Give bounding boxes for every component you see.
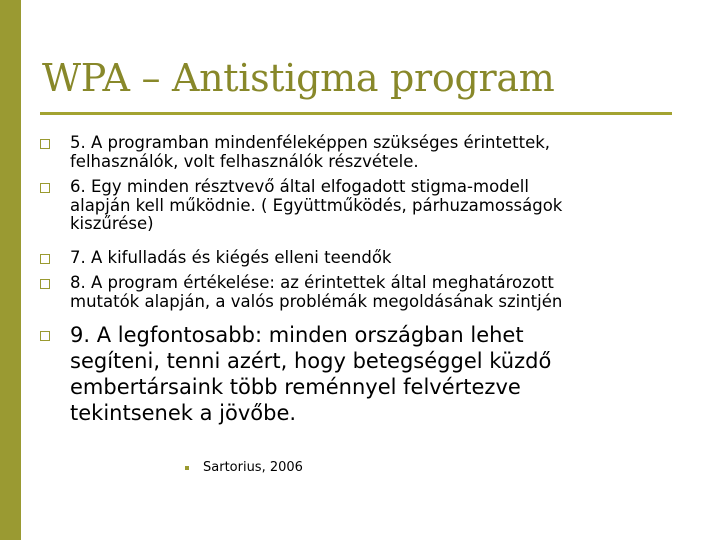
square-bullet-icon (40, 139, 50, 149)
square-bullet-icon (40, 331, 50, 341)
square-bullet-icon (40, 254, 50, 264)
bullet-text: 7. A kifulladás és kiégés elleni teendők (70, 248, 392, 267)
bullet-text: 8. A program értékelése: az érintettek által meghatározott mutatók alapján, a valós problémák megoldásának szintjén (70, 273, 563, 311)
title-underline (40, 112, 672, 115)
side-accent-bar (0, 0, 21, 540)
square-bullet-icon (40, 279, 50, 289)
bullet-text: 9. A legfontosabb: minden országban lehet segíteni, tenni azért, hogy betegséggel küzdő embertársaink több reménnyel felvértezve tekintsenek a jövőbe. (70, 323, 552, 425)
bullet-text: 5. A programban mindenféleképpen szükséges érintettek, felhasználók, volt felhasználók részvétele. (70, 133, 551, 171)
small-square-bullet-icon (185, 466, 189, 470)
bullet-text: 6. Egy minden résztvevő által elfogadott stigma-modell alapján kell működnie. ( Együttműködés, párhuzamosságok kiszűrése) (70, 177, 563, 233)
slide-title: WPA – Antistigma program (42, 56, 555, 100)
square-bullet-icon (40, 183, 50, 193)
source-citation: Sartorius, 2006 (185, 460, 303, 475)
